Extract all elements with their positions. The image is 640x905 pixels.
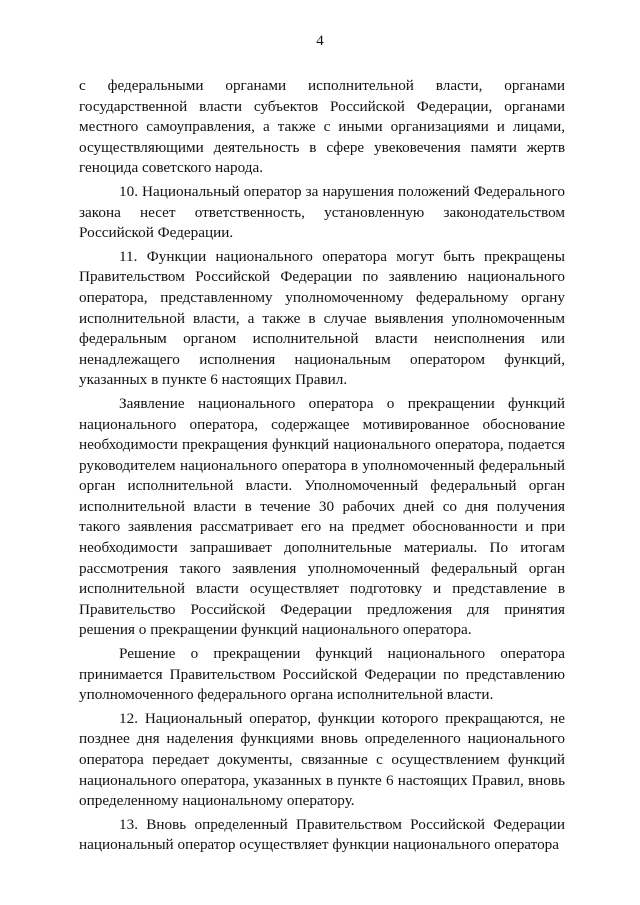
paragraph-continuation: с федеральными органами исполнительной власти, органами государственной власти субъектов Российской Федерации, органами местного самоуправления, а также с иными организациями и лицами, осуществляющими деятельность в сфере увековечения памяти жертв геноцида советского народа. bbox=[79, 77, 565, 177]
paragraph-item-12: 12. Национальный оператор, функции которого прекращаются, не позднее дня наделения функциями вновь определенного национального оператора передает документы, связанные с осуществлением функций национального оператора, указанных в пункте 6 настоящих Правил, вновь определенному национальному оператору. bbox=[79, 709, 565, 810]
document-body bbox=[79, 76, 565, 859]
paragraph-decision: Решение о прекращении функций национального оператора принимается Правительством Российской Федерации по представлению уполномоченного федерального органа исполнительной власти. bbox=[79, 645, 565, 704]
paragraph-item-11: 11. Функции национального оператора могут быть прекращены Правительством Российской Федерации по заявлению национального оператора, представленному уполномоченному федеральному органу исполнительной власти, а также в случае выявления уполномоченным федеральным органом исполнительной власти неисполнения или ненадлежащего исполнения национальным оператором функций, указанных в пункте 6 настоящих Правил. bbox=[79, 247, 565, 389]
paragraph-item-13: 13. Вновь определенный Правительством Российской Федерации национальный оператор осуществляет функции национального оператора bbox=[79, 815, 565, 854]
page-number: 4 bbox=[316, 33, 324, 49]
paragraph-item-10: 10. Национальный оператор за нарушения положений Федерального закона несет ответственность, установленную законодательством Российской Федерации. bbox=[79, 182, 565, 242]
paragraph-application: Заявление национального оператора о прекращении функций национального оператора, содержащее мотивированное обоснование необходимости прекращения функций национального оператора, подается руководителем национального оператора в уполномоченный федеральный орган исполнительной власти. Уполномоченный федеральный орган исполнительной власти в течение 30 рабочих дней со дня получения такого заявления рассматривает его на предмет обоснованности и при необходимости запрашивает дополнительные материалы. По итогам рассмотрения такого заявления уполномоченный федеральный орган исполнительной власти осуществляет подготовку и представление в Правительство Российской Федерации предложения для принятия решения о прекращении функций национального оператора. bbox=[79, 394, 565, 639]
